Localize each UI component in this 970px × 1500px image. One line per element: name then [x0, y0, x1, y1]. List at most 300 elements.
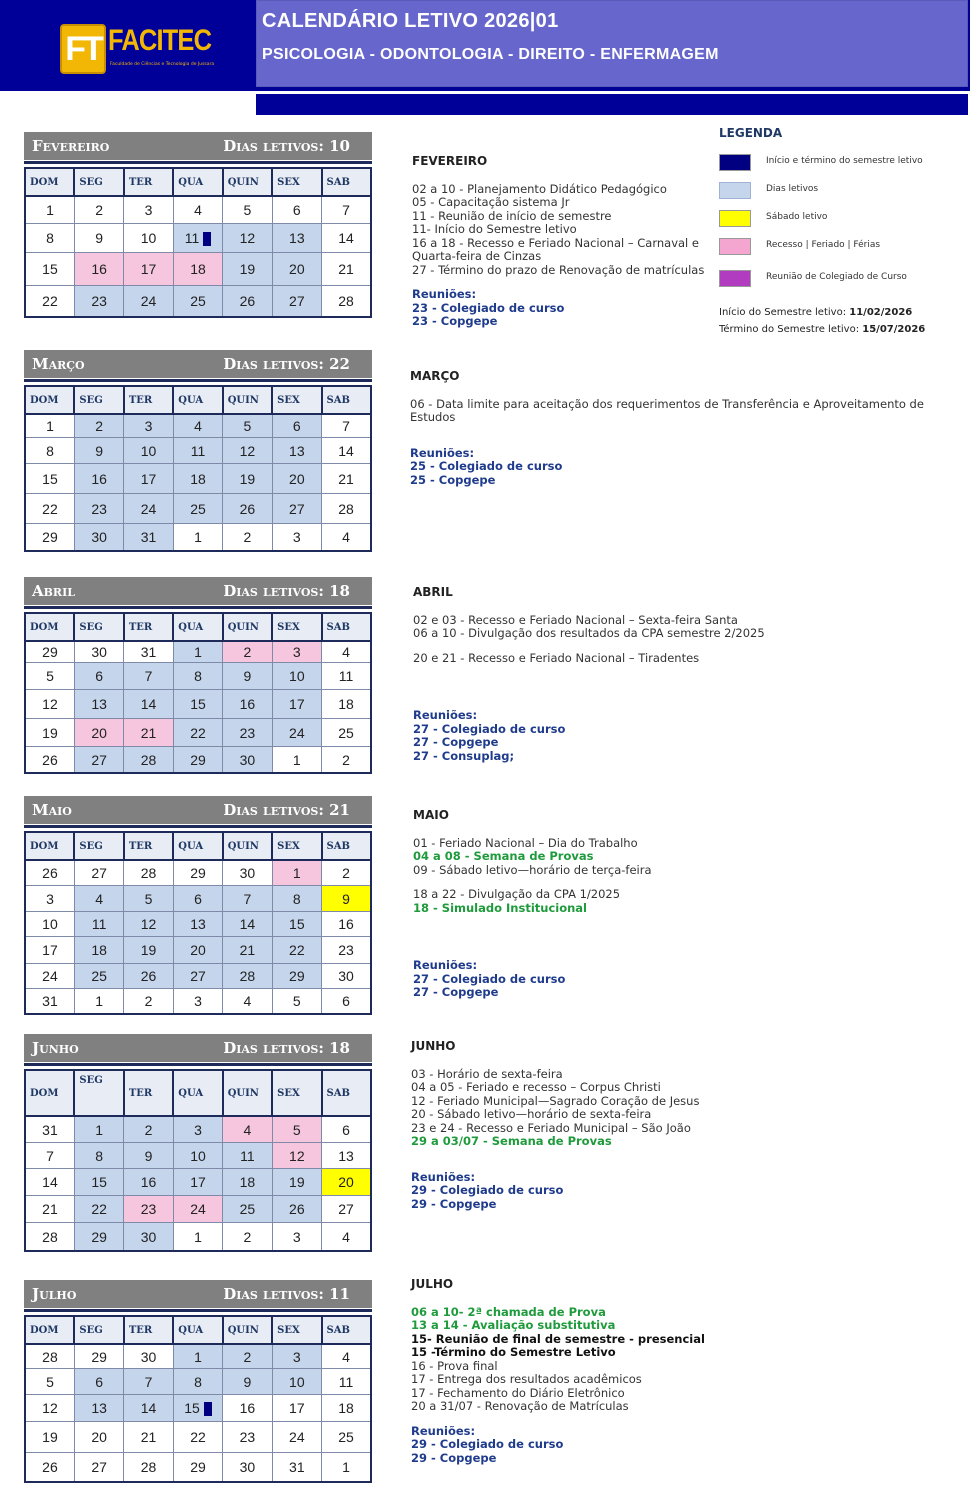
semester-end-label: Término do Semestre letivo:	[719, 324, 860, 335]
day-cell	[272, 286, 321, 318]
day-cell	[223, 494, 272, 524]
notes-month-title: JUNHO	[411, 1039, 456, 1053]
note-line: 05 - Capacitação sistema Jr	[412, 195, 570, 209]
day-cell	[124, 196, 173, 224]
week-row	[25, 989, 371, 1015]
day-number: 27	[338, 1201, 354, 1217]
day-cell	[25, 196, 74, 224]
day-cell	[25, 663, 74, 690]
weekday-header-row	[25, 613, 371, 641]
day-cell	[223, 1169, 272, 1196]
day-cell	[322, 253, 371, 286]
day-cell	[173, 1169, 222, 1196]
day-cell	[74, 1395, 123, 1422]
day-number: 31	[289, 1459, 305, 1475]
day-cell	[124, 1453, 173, 1483]
week-row	[25, 1169, 371, 1196]
day-number: 1	[194, 529, 202, 545]
weekday-dom: DOM	[25, 1316, 74, 1344]
day-number: 7	[144, 668, 153, 684]
day-cell	[272, 524, 321, 552]
week-row	[25, 663, 371, 690]
day-cell	[124, 912, 173, 937]
note-line: 20 a 31/07 - Renovação de Matrículas	[411, 1399, 629, 1413]
day-number: 16	[239, 696, 256, 712]
day-number: 21	[239, 942, 256, 958]
weekday-seg: SEG	[74, 1316, 123, 1344]
day-cell	[25, 1143, 74, 1169]
day-number: 2	[243, 1348, 252, 1365]
day-cell	[74, 1169, 123, 1196]
day-cell	[223, 414, 272, 438]
day-number: 27	[190, 968, 206, 984]
month-header	[24, 577, 372, 605]
day-number: 1	[342, 1459, 350, 1475]
day-number: 14	[338, 230, 354, 246]
day-number: 11	[240, 1147, 255, 1164]
day-cell	[272, 1169, 321, 1196]
day-number: 4	[342, 1228, 350, 1245]
day-cell	[272, 663, 321, 690]
day-cell	[322, 224, 371, 253]
weekday-qua: QUA	[173, 386, 222, 414]
day-cell	[223, 719, 272, 747]
day-cell	[74, 1453, 123, 1483]
day-cell	[272, 414, 321, 438]
day-cell	[322, 1223, 371, 1252]
day-cell	[74, 1143, 123, 1169]
day-cell	[272, 886, 321, 912]
day-cell	[322, 1196, 371, 1223]
note-line: 27 - Copgepe	[413, 985, 499, 999]
day-number: 23	[91, 293, 107, 309]
day-cell	[272, 1369, 321, 1395]
day-cell	[124, 964, 173, 989]
day-number: 16	[338, 916, 354, 932]
day-number: 30	[140, 1348, 157, 1365]
note-line: 27 - Colegiado de curso	[413, 971, 566, 986]
day-number: 29	[42, 644, 58, 660]
day-cell	[223, 1369, 272, 1395]
day-number: 21	[140, 724, 157, 741]
day-cell	[74, 663, 123, 690]
note-line	[413, 926, 933, 937]
week-row	[25, 224, 371, 253]
day-number: 25	[338, 1429, 354, 1445]
day-number: 12	[239, 230, 256, 246]
note-line: 20 - Sábado letivo—horário de sexta-feira	[411, 1107, 652, 1121]
day-number: 17	[42, 942, 58, 958]
notes-julho	[411, 1278, 931, 1465]
month-março	[24, 350, 372, 552]
day-cell	[124, 224, 173, 253]
day-number: 11	[338, 668, 354, 684]
day-cell	[173, 964, 222, 989]
day-number: 5	[292, 993, 301, 1009]
day-number: 21	[42, 1201, 58, 1217]
note-line	[411, 1160, 931, 1171]
note-line: 13 a 14 - Avaliação substitutiva	[411, 1318, 616, 1332]
day-number: 3	[292, 529, 301, 545]
day-number: 1	[95, 993, 104, 1009]
legend-swatch	[719, 238, 751, 255]
day-cell	[25, 1196, 74, 1223]
day-number: 3	[292, 1228, 301, 1245]
note-line: 02 a 10 - Planejamento Didático Pedagógico	[412, 181, 667, 196]
weekday-seg: SEG	[74, 168, 123, 196]
day-cell	[322, 937, 371, 964]
day-number: 26	[239, 500, 256, 517]
day-cell	[223, 690, 272, 719]
day-number: 24	[289, 724, 305, 741]
day-number: 3	[194, 993, 202, 1009]
weekday-sex: SEX	[272, 832, 321, 860]
day-cell	[173, 937, 222, 964]
day-number: 24	[289, 1429, 305, 1445]
day-cell	[74, 1196, 123, 1223]
month-header	[24, 796, 372, 824]
day-number: 28	[338, 293, 354, 309]
day-number: 23	[239, 1429, 256, 1445]
day-cell	[322, 747, 371, 774]
week-row	[25, 286, 371, 318]
day-cell	[272, 1116, 321, 1143]
week-row	[25, 1369, 371, 1395]
page-title: CALENDÁRIO LETIVO 2026|01	[262, 10, 559, 32]
day-number: 8	[194, 1373, 202, 1390]
weekday-ter: TER	[124, 386, 173, 414]
day-number: 7	[243, 890, 252, 907]
weekday-seg: SEG	[74, 386, 123, 414]
day-cell	[272, 1395, 321, 1422]
weekday-sex: SEX	[272, 1316, 321, 1344]
day-number: 12	[42, 696, 58, 712]
school-days-count: Dias letivos: 11	[223, 1285, 350, 1303]
day-cell	[124, 1169, 173, 1196]
day-number: 9	[144, 1147, 153, 1164]
note-line: 09 - Sábado letivo—horário de terça-feira	[413, 862, 652, 877]
day-number: 9	[342, 890, 350, 907]
note-line: 12 - Feriado Municipal—Sagrado Coração de Jesus	[411, 1093, 700, 1108]
legend-swatch	[719, 210, 751, 227]
day-cell	[322, 414, 371, 438]
month-junho	[24, 1034, 372, 1252]
day-number: 9	[95, 442, 104, 459]
note-line: 18 a 22 - Divulgação da CPA 1/2025	[413, 887, 621, 901]
school-days-count: Dias letivos: 22	[223, 355, 350, 373]
day-cell	[25, 224, 74, 253]
week-row	[25, 912, 371, 937]
day-number: 2	[342, 751, 350, 768]
day-number: 30	[338, 968, 354, 984]
day-number: 3	[144, 418, 153, 434]
day-number: 28	[140, 1459, 157, 1475]
day-cell	[322, 1344, 371, 1369]
day-cell	[272, 719, 321, 747]
day-cell	[74, 1422, 123, 1453]
legend-items	[719, 154, 959, 298]
weekday-sab: SAB	[322, 168, 371, 196]
day-cell	[74, 1344, 123, 1369]
legend-swatch	[719, 154, 751, 171]
month-header	[24, 1034, 372, 1062]
day-number: 10	[289, 668, 305, 684]
note-line: 29 - Copgepe	[411, 1196, 497, 1211]
day-cell	[272, 1223, 321, 1252]
day-cell	[124, 464, 173, 494]
day-number: 18	[338, 696, 354, 712]
day-cell	[124, 1344, 173, 1369]
day-number: 11	[190, 442, 206, 459]
month-julho	[24, 1280, 372, 1483]
week-row	[25, 524, 371, 552]
day-number: 14	[140, 696, 157, 712]
day-cell	[25, 989, 74, 1015]
day-cell	[322, 1143, 371, 1169]
day-cell	[124, 1422, 173, 1453]
day-cell	[74, 641, 123, 663]
day-cell	[25, 1369, 74, 1395]
day-number: 1	[194, 644, 202, 660]
day-cell	[124, 747, 173, 774]
day-cell	[74, 286, 123, 318]
week-row	[25, 690, 371, 719]
day-number: 29	[91, 1228, 107, 1245]
semester-boundary-marker	[204, 1402, 212, 1416]
day-cell	[272, 494, 321, 524]
day-number: 31	[42, 993, 58, 1009]
day-cell	[223, 1344, 272, 1369]
day-number: 24	[42, 968, 58, 984]
day-number: 16	[140, 1174, 157, 1190]
day-cell	[74, 964, 123, 989]
meetings-heading: Reuniões:	[412, 287, 477, 301]
note-line: 27 - Colegiado de curso	[413, 721, 566, 736]
day-cell	[74, 747, 123, 774]
day-number: 16	[91, 261, 107, 277]
day-cell	[124, 494, 173, 524]
weekday-header-row	[25, 168, 371, 196]
day-cell	[223, 937, 272, 964]
day-cell	[124, 438, 173, 464]
day-number: 3	[292, 1348, 301, 1365]
day-cell	[74, 860, 123, 886]
day-cell	[124, 937, 173, 964]
legend-swatch	[719, 182, 751, 199]
day-number: 18	[239, 1174, 256, 1190]
month-header-underline	[24, 606, 372, 609]
day-cell	[173, 690, 222, 719]
weekday-quin: QUIN	[223, 168, 272, 196]
day-cell	[74, 414, 123, 438]
day-number: 22	[289, 942, 305, 958]
day-number: 23	[140, 1201, 157, 1217]
legend-label: Recesso | Feriado | Férias	[766, 240, 881, 250]
day-number: 6	[194, 890, 202, 907]
week-row	[25, 886, 371, 912]
week-row	[25, 464, 371, 494]
day-number: 6	[95, 1373, 104, 1390]
day-number: 12	[289, 1147, 305, 1164]
note-line: 23 e 24 - Recesso e Feriado Municipal – São João	[411, 1120, 691, 1135]
day-number: 8	[95, 1147, 104, 1164]
legend-label: Sábado letivo	[766, 212, 828, 222]
note-line	[413, 937, 933, 948]
month-maio	[24, 796, 372, 1015]
weekday-ter: TER	[124, 168, 173, 196]
day-cell	[74, 1369, 123, 1395]
day-number: 7	[342, 202, 350, 218]
day-number: 30	[91, 529, 107, 545]
day-cell	[272, 860, 321, 886]
day-number: 14	[239, 916, 256, 932]
day-number: 8	[292, 890, 301, 907]
day-number: 19	[42, 1429, 58, 1445]
week-row	[25, 253, 371, 286]
legend-swatch	[719, 270, 751, 287]
day-cell	[272, 196, 321, 224]
note-line: 11- Início do Semestre letivo	[412, 222, 577, 236]
day-cell	[322, 1369, 371, 1395]
day-cell	[173, 196, 222, 224]
day-cell	[124, 860, 173, 886]
day-cell	[272, 224, 321, 253]
meetings-heading: Reuniões:	[411, 1423, 476, 1438]
calendar-grid	[24, 167, 372, 318]
day-number: 20	[289, 261, 305, 277]
day-cell	[272, 912, 321, 937]
day-number: 4	[243, 1121, 252, 1138]
day-cell	[272, 964, 321, 989]
day-number: 13	[289, 442, 305, 459]
day-number: 2	[243, 644, 252, 660]
day-cell	[74, 1223, 123, 1252]
month-fevereiro	[24, 132, 372, 318]
day-cell	[322, 886, 371, 912]
semester-end-date: 15/07/2026	[862, 324, 926, 335]
day-number: 31	[140, 529, 157, 545]
day-cell	[124, 524, 173, 552]
legend	[719, 126, 959, 338]
day-cell	[322, 912, 371, 937]
day-cell	[272, 747, 321, 774]
day-cell	[223, 989, 272, 1015]
note-line: 29 - Copgepe	[411, 1450, 497, 1465]
day-number: 29	[190, 751, 206, 768]
note-line: 23 - Copgepe	[412, 314, 498, 328]
day-cell	[272, 690, 321, 719]
day-number: 20	[190, 942, 206, 958]
weekday-sex: SEX	[272, 168, 321, 196]
day-number: 26	[289, 1201, 305, 1217]
day-cell	[74, 912, 123, 937]
day-number: 13	[289, 230, 305, 246]
day-cell	[223, 1196, 272, 1223]
day-cell	[173, 1395, 222, 1422]
legend-title: LEGENDA	[719, 126, 783, 140]
meetings-heading: Reuniões:	[410, 445, 475, 460]
day-number: 28	[338, 500, 354, 517]
day-cell	[173, 286, 222, 318]
weekday-qua: QUA	[173, 1070, 222, 1116]
day-cell	[322, 1169, 371, 1196]
notes-abril	[413, 586, 933, 763]
day-cell	[173, 1116, 222, 1143]
day-number: 11	[91, 916, 107, 932]
weekday-qua: QUA	[173, 1316, 222, 1344]
weekday-qua: QUA	[173, 613, 222, 641]
notes-month-title: JULHO	[411, 1277, 454, 1291]
day-number: 17	[140, 470, 157, 487]
day-number: 14	[338, 442, 354, 459]
day-cell	[223, 196, 272, 224]
day-number: 29	[190, 1459, 206, 1475]
day-number: 23	[239, 724, 256, 741]
day-number: 12	[239, 442, 256, 459]
day-number: 22	[190, 724, 206, 741]
day-number: 15	[42, 470, 58, 487]
day-number: 2	[144, 1121, 153, 1138]
day-cell	[223, 524, 272, 552]
day-number: 25	[190, 500, 206, 517]
day-cell	[124, 1369, 173, 1395]
day-number: 30	[91, 644, 107, 660]
day-number: 23	[91, 500, 107, 517]
day-number: 10	[140, 230, 157, 246]
note-line	[413, 687, 933, 698]
day-cell	[74, 494, 123, 524]
day-cell	[173, 414, 222, 438]
meetings-heading: Reuniões:	[413, 708, 478, 722]
day-number: 25	[190, 293, 206, 309]
day-cell	[322, 641, 371, 663]
weekday-header-row	[25, 1070, 371, 1116]
day-number: 15	[42, 261, 58, 277]
day-cell	[223, 641, 272, 663]
day-number: 14	[42, 1174, 58, 1190]
day-cell	[173, 1223, 222, 1252]
month-header	[24, 350, 372, 378]
day-number: 5	[46, 1373, 54, 1390]
day-cell	[322, 719, 371, 747]
day-cell	[25, 964, 74, 989]
facitec-logo	[60, 22, 215, 78]
day-cell	[74, 690, 123, 719]
day-number: 19	[42, 724, 58, 741]
note-line: Estudos	[410, 410, 456, 424]
weekday-sab: SAB	[322, 1316, 371, 1344]
note-line: 06 a 10- 2ª chamada de Prova	[411, 1304, 606, 1319]
day-number: 26	[42, 865, 58, 881]
note-line: 17 - Entrega dos resultados acadêmicos	[411, 1372, 642, 1386]
day-number: 5	[292, 1121, 301, 1138]
note-line: 06 - Data limite para aceitação dos requerimentos de Transferência e Aproveitamento de	[410, 396, 924, 411]
legend-item	[719, 210, 959, 238]
weekday-ter: TER	[124, 1070, 173, 1116]
day-number: 4	[194, 202, 202, 218]
weekday-sab: SAB	[322, 386, 371, 414]
day-cell	[173, 719, 222, 747]
note-line: 11 - Reunião de início de semestre	[412, 208, 612, 223]
day-cell	[25, 438, 74, 464]
day-number: 19	[239, 470, 256, 487]
day-number: 11	[338, 1373, 354, 1390]
day-cell	[272, 989, 321, 1015]
weekday-sex: SEX	[272, 1070, 321, 1116]
day-cell	[25, 860, 74, 886]
day-cell	[74, 438, 123, 464]
day-number: 21	[338, 261, 354, 277]
